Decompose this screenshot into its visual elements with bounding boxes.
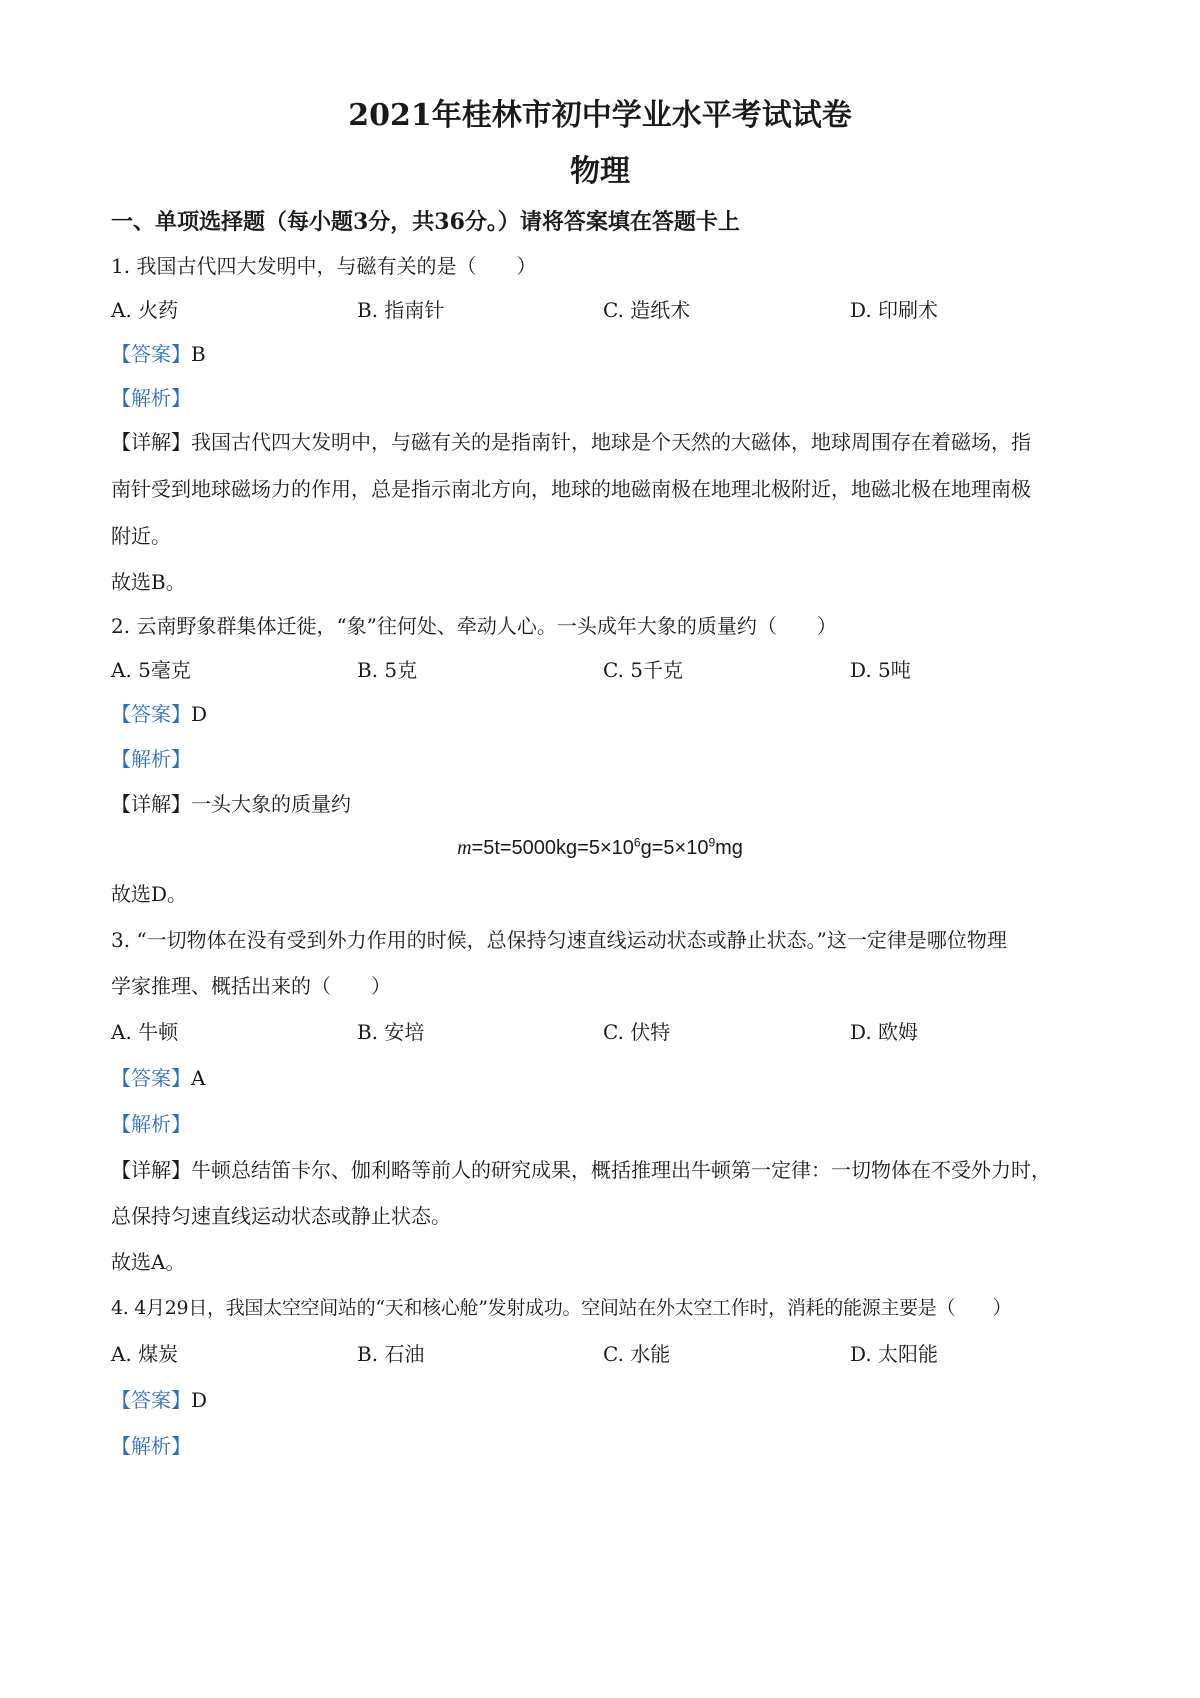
q4-analysis-label: 【解析】 — [111, 1434, 191, 1458]
q1-option-b: B. 指南针 — [357, 298, 445, 322]
q1-analysis-label: 【解析】 — [111, 386, 191, 410]
q3-answer-value: A — [191, 1066, 206, 1090]
answer-label: 【答案】 — [111, 342, 191, 366]
q1-conclusion: 故选B。 — [111, 570, 186, 594]
q3-detail-line-1: 【详解】牛顿总结笛卡尔、伽利略等前人的研究成果，概括推理出牛顿第一定律：一切物体在不受外力时， — [111, 1158, 1051, 1182]
q1-detail-line-2: 南针受到地球磁场力的作用，总是指示南北方向，地球的地磁南极在地理北极附近，地磁北极在地理南极 — [111, 477, 1031, 501]
detail-label: 【详解】 — [111, 430, 191, 454]
question-1-stem: 1. 我国古代四大发明中，与磁有关的是（ ） — [111, 254, 537, 278]
q4-option-c: C. 水能 — [603, 1342, 671, 1366]
q4-option-b: B. 石油 — [357, 1342, 425, 1366]
q1-answer-line — [111, 340, 206, 368]
q2-mass-formula: $m=5t=5000kg=5\times 10^6g=5\times 10^9mg$ — [457, 835, 743, 859]
q2-option-d: D. 5吨 — [850, 658, 911, 682]
q2-detail-line-1: 【详解】一头大象的质量约 — [111, 792, 351, 816]
q2-answer-line — [111, 700, 207, 728]
q4-option-a: A. 煤炭 — [111, 1342, 179, 1366]
q2-conclusion: 故选D。 — [111, 882, 188, 906]
q3-answer-line — [111, 1064, 205, 1092]
q1-detail-line-1: 【详解】我国古代四大发明中，与磁有关的是指南针，地球是个天然的大磁体，地球周围存在着磁场，指 — [111, 430, 1031, 454]
q3-option-a: A. 牛顿 — [111, 1020, 179, 1044]
q3-option-c: C. 伏特 — [603, 1020, 671, 1044]
answer-label: 【答案】 — [111, 1066, 191, 1090]
q1-option-d: D. 印刷术 — [850, 298, 939, 322]
section-heading: 一、单项选择题（每小题3分，共36分。）请将答案填在答题卡上 — [111, 209, 740, 235]
detail-label: 【详解】 — [111, 792, 191, 816]
q3-detail-line-2: 总保持匀速直线运动状态或静止状态。 — [111, 1204, 451, 1228]
q3-conclusion: 故选A。 — [111, 1250, 186, 1274]
exam-title: 2021年桂林市初中学业水平考试试卷 — [348, 98, 852, 133]
q1-option-c: C. 造纸术 — [603, 298, 691, 322]
question-4-stem: 4. 4月29日，我国太空空间站的“天和核心舱”发射成功。空间站在外太空工作时，消耗的能源主要是（ ） — [111, 1297, 1012, 1319]
q3-option-d: D. 欧姆 — [850, 1020, 919, 1044]
answer-label: 【答案】 — [111, 1388, 191, 1412]
q1-answer-value: B — [191, 342, 206, 366]
answer-label: 【答案】 — [111, 702, 191, 726]
subject-title: 物理 — [570, 154, 630, 189]
question-2-stem: 2. 云南野象群集体迁徙，“象”往何处、牵动人心。一头成年大象的质量约（ ） — [111, 614, 837, 638]
question-3-stem-line-1: 3. “一切物体在没有受到外力作用的时候，总保持匀速直线运动状态或静止状态。”这一定律是哪位物理 — [111, 928, 1007, 952]
q3-analysis-label: 【解析】 — [111, 1112, 191, 1136]
q4-answer-value: D — [191, 1388, 208, 1412]
q2-analysis-label: 【解析】 — [111, 747, 191, 771]
q2-answer-value: D — [191, 702, 208, 726]
q4-option-d: D. 太阳能 — [850, 1342, 939, 1366]
q2-option-b: B. 5克 — [357, 658, 418, 682]
q4-answer-line — [111, 1386, 207, 1414]
q1-detail-line-3: 附近。 — [111, 524, 171, 548]
question-3-stem-line-2: 学家推理、概括出来的（ ） — [111, 974, 391, 998]
q2-option-c: C. 5千克 — [603, 658, 684, 682]
q1-option-a: A. 火药 — [111, 298, 179, 322]
q2-option-a: A. 5毫克 — [111, 658, 191, 682]
detail-label: 【详解】 — [111, 1158, 191, 1182]
q3-option-b: B. 安培 — [357, 1020, 425, 1044]
